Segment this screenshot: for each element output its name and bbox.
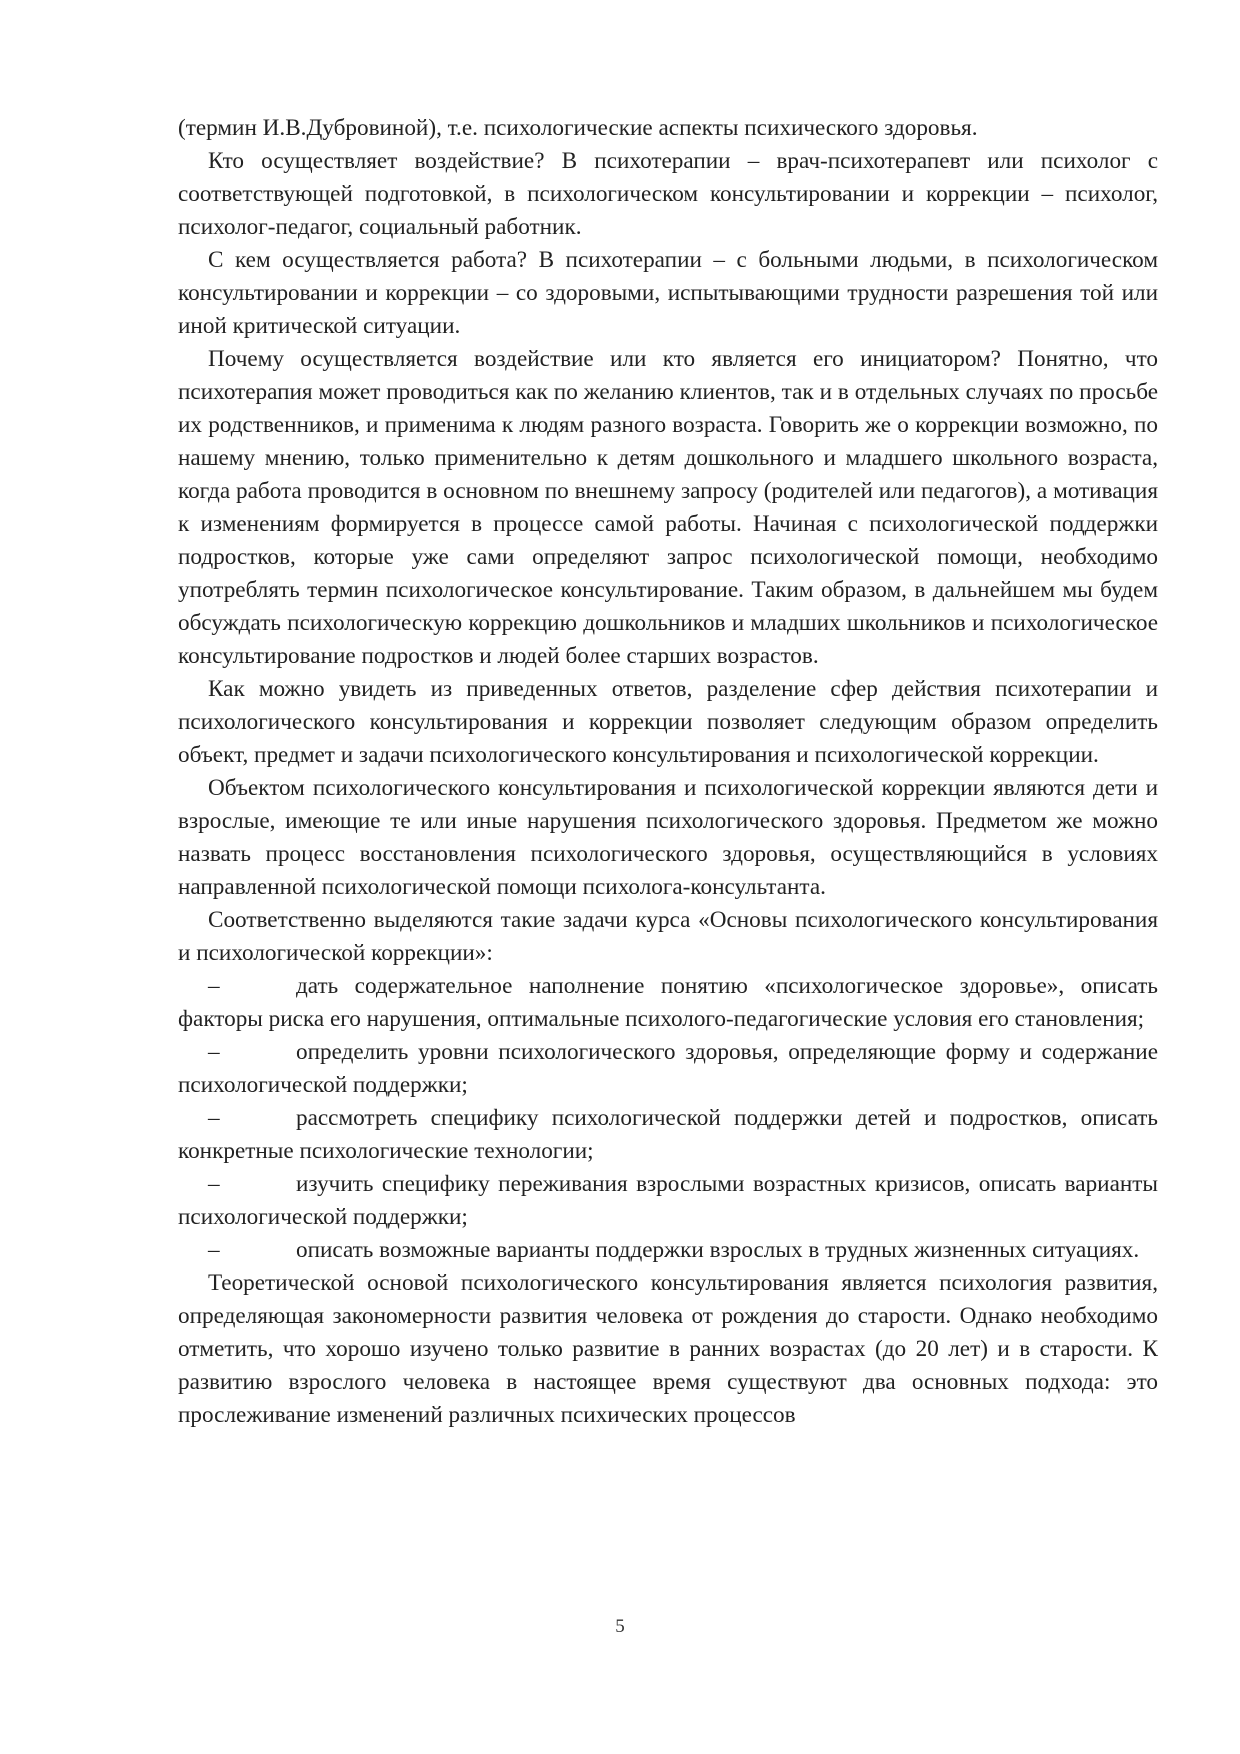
list-item xyxy=(178,1102,1158,1168)
list-item-text: дать содержательное наполнение понятию «психологическое здоровье», описать факторы риска его нарушения, оптимальные психолого-педагогические условия его становления; xyxy=(178,973,1158,1032)
list-item xyxy=(178,1168,1158,1234)
paragraph-course-tasks: Соответственно выделяются такие задачи курса «Основы психологического консультирования и психологической коррекции»: xyxy=(178,907,1158,966)
paragraph-object-subject: Как можно увидеть из приведенных ответов, разделение сфер действия психотерапии и психологического консультирования и коррекции позволяет следующим образом определить объект, предмет и задачи психологического консультирования и психологической коррекции. xyxy=(178,676,1158,768)
paragraph-with-whom: С кем осуществляется работа? В психотерапии – с больными людьми, в психологическом консультировании и коррекции – со здоровыми, испытывающими трудности разрешения той или иной критической ситуации. xyxy=(178,247,1158,339)
paragraph-theoretical-basis: Теоретической основой психологического консультирования является психология развития, определяющая закономерности развития человека от рождения до старости. Однако необходимо отметить, что хорошо изучено только развитие в ранних возрастах (до 20 лет) и в старости. К развитию взрослого человека в настоящее время существуют два основных подхода: это прослеживание изменений различных психических процессов xyxy=(178,1270,1158,1428)
paragraph-why: Почему осуществляется воздействие или кто является его инициатором? Понятно, что психотерапия может проводиться как по желанию клиентов, так и в отдельных случаях по просьбе их родственников, и применима к людям разного возраста. Говорить же о коррекции возможно, по нашему мнению, только применительно к детям дошкольного и младшего школьного возраста, когда работа проводится в основном по внешнему запросу (родителей или педагогов), а мотивация к изменениям формируется в процессе самой работы. Начиная с психологической поддержки подростков, которые уже сами определяют запрос психологической помощи, необходимо употреблять термин психологическое консультирование. Таким образом, в дальнейшем мы будем обсуждать психологическую коррекцию дошкольников и младших школьников и психологическое консультирование подростков и людей более старших возрастов. xyxy=(178,346,1158,669)
document-page xyxy=(178,112,1158,1432)
list-item xyxy=(178,1234,1158,1267)
list-item xyxy=(178,970,1158,1036)
list-item xyxy=(178,1036,1158,1102)
list-item-text: рассмотреть специфику психологической поддержки детей и подростков, описать конкретные психологические технологии; xyxy=(178,1105,1158,1164)
list-item-text: изучить специфику переживания взрослыми возрастных кризисов, описать варианты психологической поддержки; xyxy=(178,1171,1158,1230)
paragraph-object-definition: Объектом психологического консультирования и психологической коррекции являются дети и взрослые, имеющие те или иные нарушения психологического здоровья. Предметом же можно назвать процесс восстановления психологического здоровья, осуществляющийся в условиях направленной психологической помощи психолога-консультанта. xyxy=(178,775,1158,900)
list-marker: – xyxy=(208,1171,220,1197)
paragraph-who-acts: Кто осуществляет воздействие? В психотерапии – врач-психотерапевт или психолог с соответствующей подготовкой, в психологическом консультировании и коррекции – психолог, психолог-педагог, социальный работник. xyxy=(178,148,1158,240)
list-marker: – xyxy=(208,1237,220,1263)
list-item-text: определить уровни психологического здоровья, определяющие форму и содержание психологической поддержки; xyxy=(178,1039,1158,1098)
list-marker: – xyxy=(208,1039,220,1065)
list-item-text: описать возможные варианты поддержки взрослых в трудных жизненных ситуациях. xyxy=(296,1237,1140,1263)
list-marker: – xyxy=(208,1105,220,1131)
page-number: 5 xyxy=(615,1616,625,1637)
list-marker: – xyxy=(208,973,220,999)
paragraph-continuation: (термин И.В.Дубровиной), т.е. психологические аспекты психического здоровья. xyxy=(178,115,978,141)
